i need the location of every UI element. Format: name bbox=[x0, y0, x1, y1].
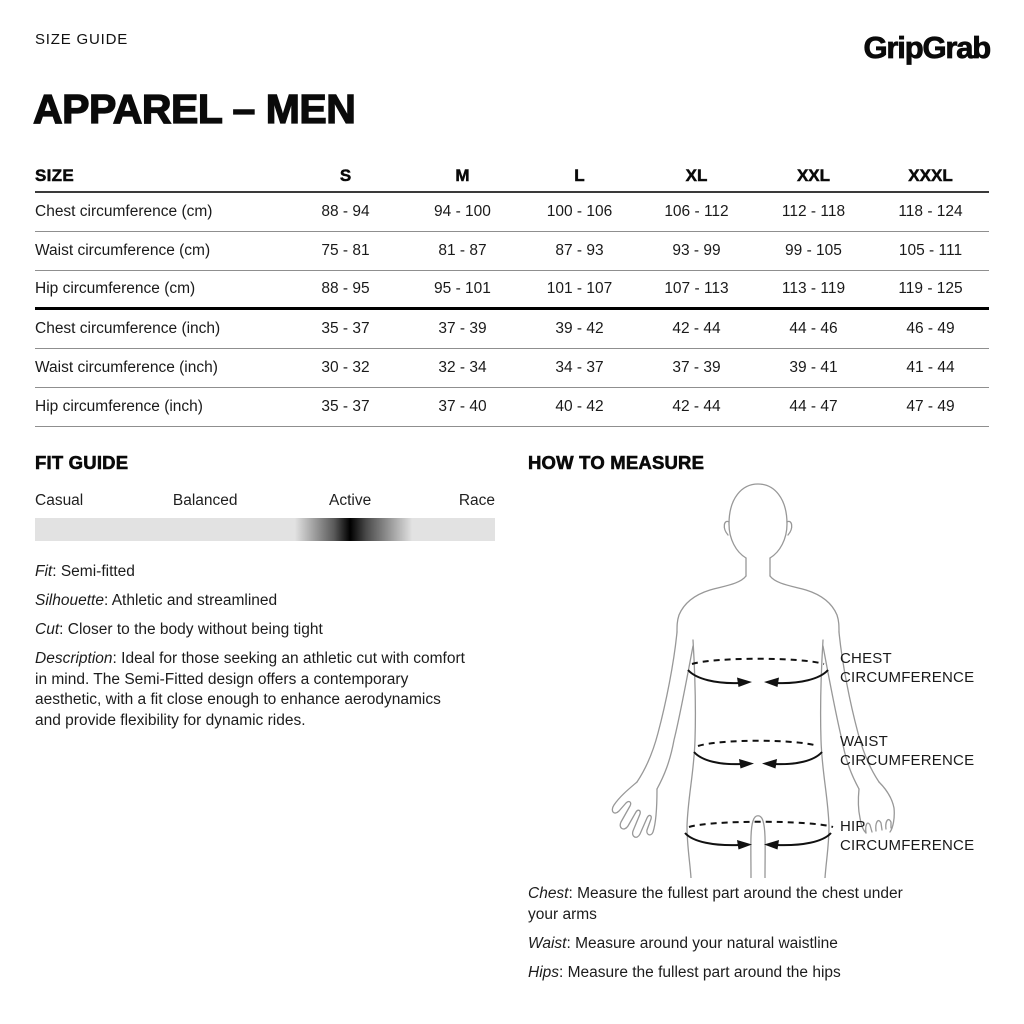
gripgrab-logo: GripGrab bbox=[863, 30, 990, 65]
how-to-measure-heading: HOW TO MEASURE bbox=[528, 452, 705, 473]
table-cell: 95 - 101 bbox=[434, 280, 491, 297]
attribute-label: Cut bbox=[35, 621, 60, 638]
table-cell: 47 - 49 bbox=[906, 398, 955, 415]
instruction-label: Waist bbox=[528, 934, 567, 952]
column-header: XXXL bbox=[908, 165, 953, 185]
attribute-label: Description bbox=[35, 650, 113, 667]
table-cell: 99 - 105 bbox=[785, 242, 842, 259]
table-cell: 105 - 111 bbox=[898, 242, 963, 259]
fit-scale-label-race: Race bbox=[458, 492, 495, 509]
table-cell: 75 - 81 bbox=[321, 242, 370, 259]
fit-scale-label-casual: Casual bbox=[35, 492, 84, 509]
page-title: APPAREL – MEN bbox=[33, 86, 356, 132]
table-cell: 42 - 44 bbox=[672, 398, 721, 415]
table-cell: 113 - 119 bbox=[781, 280, 846, 297]
colon: : bbox=[568, 885, 573, 902]
table-row bbox=[35, 388, 989, 427]
row-label: Hip circumference (inch) bbox=[35, 398, 203, 415]
table-cell: 35 - 37 bbox=[321, 320, 370, 337]
table-row bbox=[35, 271, 989, 310]
table-cell: 41 - 44 bbox=[906, 359, 955, 376]
table-cell: 37 - 39 bbox=[672, 359, 721, 376]
instruction-label: Hips bbox=[528, 963, 560, 981]
colon: : bbox=[59, 621, 64, 638]
table-cell: 112 - 118 bbox=[781, 203, 846, 220]
colon: : bbox=[103, 592, 109, 609]
label-line: WAIST bbox=[840, 733, 888, 750]
waist-circumference-label bbox=[840, 733, 974, 770]
fit-guide-heading: FIT GUIDE bbox=[35, 452, 129, 473]
table-cell: 100 - 106 bbox=[546, 203, 613, 220]
table-cell: 88 - 95 bbox=[321, 280, 370, 297]
label-line: CIRCUMFERENCE bbox=[840, 751, 975, 769]
measure-instruction bbox=[528, 963, 913, 984]
document-type-label: SIZE GUIDE bbox=[35, 31, 129, 48]
table-cell: 42 - 44 bbox=[672, 320, 721, 337]
instruction-text: Measure the fullest part around the hips bbox=[567, 963, 841, 981]
table-cell: 106 - 112 bbox=[664, 203, 729, 220]
measure-instruction bbox=[528, 884, 913, 925]
column-header: M bbox=[455, 165, 470, 185]
instruction-label: Chest bbox=[528, 885, 569, 902]
fit-attributes bbox=[35, 562, 465, 740]
table-cell: 81 - 87 bbox=[438, 242, 487, 259]
attribute-value: Athletic and streamlined bbox=[111, 592, 278, 609]
table-cell: 88 - 94 bbox=[321, 203, 370, 220]
instruction-text: Measure around your natural waistline bbox=[575, 934, 838, 952]
colon: : bbox=[559, 963, 564, 981]
table-cell: 87 - 93 bbox=[555, 242, 604, 259]
attribute-label: Fit bbox=[35, 563, 53, 580]
colon: : bbox=[566, 934, 571, 952]
fit-attribute bbox=[35, 562, 465, 583]
column-header: S bbox=[339, 165, 352, 185]
size-table bbox=[35, 160, 989, 427]
fit-gradient-bar bbox=[35, 518, 495, 541]
fit-attribute bbox=[35, 620, 465, 641]
row-label: Waist circumference (inch) bbox=[35, 359, 218, 376]
label-line: CHEST bbox=[840, 650, 892, 667]
row-label: Hip circumference (cm) bbox=[35, 280, 196, 297]
attribute-value: Ideal for those seeking an athletic cut with comfort in mind. The Semi-Fitted design offers a contemporary aesthetic, with a fit close enough to enhance aerodynamics and provide flexibility for dynamic rides. bbox=[35, 650, 465, 729]
table-header-row bbox=[35, 160, 989, 193]
fit-scale-label-active: Active bbox=[328, 492, 372, 509]
fit-scale-labels bbox=[35, 492, 495, 512]
column-header: XL bbox=[685, 165, 708, 185]
table-cell: 39 - 41 bbox=[789, 359, 838, 376]
row-label: Waist circumference (cm) bbox=[35, 242, 211, 259]
hip-circumference-label bbox=[840, 818, 974, 855]
table-cell: 37 - 39 bbox=[438, 320, 487, 337]
table-cell: 94 - 100 bbox=[434, 203, 491, 220]
table-cell: 101 - 107 bbox=[546, 280, 613, 297]
table-cell: 118 - 124 bbox=[898, 203, 963, 220]
fit-scale-label-balanced: Balanced bbox=[172, 492, 238, 509]
hip-measure-ellipse bbox=[685, 822, 833, 850]
fit-attribute bbox=[35, 649, 465, 731]
label-line: HIP bbox=[840, 818, 866, 835]
attribute-value: Semi-fitted bbox=[60, 563, 135, 580]
table-cell: 44 - 46 bbox=[789, 320, 838, 337]
column-header: L bbox=[574, 165, 585, 185]
table-cell: 39 - 42 bbox=[555, 320, 604, 337]
row-label: Chest circumference (inch) bbox=[35, 320, 221, 337]
chest-measure-ellipse bbox=[688, 659, 828, 687]
table-row bbox=[35, 310, 989, 349]
instruction-text: Measure the fullest part around the chest under your arms bbox=[528, 885, 903, 923]
chest-circumference-label bbox=[840, 650, 974, 687]
table-cell: 93 - 99 bbox=[672, 242, 721, 259]
table-cell: 37 - 40 bbox=[438, 398, 487, 415]
attribute-label: Silhouette bbox=[35, 592, 104, 609]
table-cell: 46 - 49 bbox=[906, 320, 955, 337]
table-row bbox=[35, 193, 989, 232]
colon: : bbox=[112, 650, 117, 667]
table-cell: 119 - 125 bbox=[898, 280, 963, 297]
row-label: Chest circumference (cm) bbox=[35, 203, 213, 220]
table-cell: 34 - 37 bbox=[555, 359, 604, 376]
table-cell: 32 - 34 bbox=[438, 359, 487, 376]
table-row bbox=[35, 349, 989, 388]
fit-attribute bbox=[35, 591, 465, 612]
measure-instructions bbox=[528, 884, 913, 992]
table-row bbox=[35, 232, 989, 271]
table-cell: 44 - 47 bbox=[789, 398, 838, 415]
table-cell: 40 - 42 bbox=[555, 398, 604, 415]
colon: : bbox=[52, 563, 57, 580]
table-cell: 107 - 113 bbox=[664, 280, 729, 297]
table-cell: 30 - 32 bbox=[321, 359, 370, 376]
attribute-value: Closer to the body without being tight bbox=[67, 621, 323, 638]
waist-measure-ellipse bbox=[694, 741, 822, 769]
table-cell: 35 - 37 bbox=[321, 398, 370, 415]
label-line: CIRCUMFERENCE bbox=[840, 836, 975, 854]
column-header: SIZE bbox=[35, 165, 74, 185]
measure-instruction bbox=[528, 934, 913, 955]
label-line: CIRCUMFERENCE bbox=[840, 668, 975, 686]
column-header: XXL bbox=[796, 165, 831, 185]
